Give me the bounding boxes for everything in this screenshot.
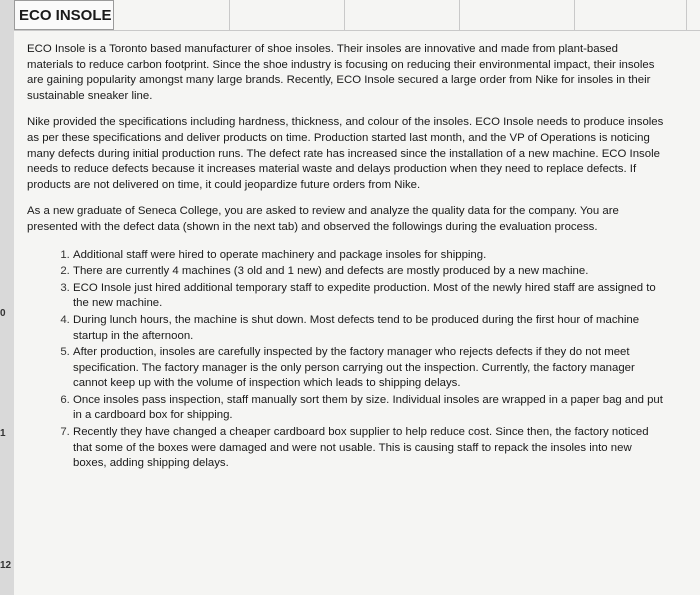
list-item: 1. Additional staff were hired to operate machinery and package insoles for shipping. xyxy=(73,248,667,264)
list-item: 5. After production, insoles are carefully inspected by the factory manager who rejects defects if they do not meet specification. The factory manager is the only person carrying out the inspection. Currently, the factory manager cannot keep up with the volume of inspection which leads to shipping delays. xyxy=(73,345,667,392)
grid-line xyxy=(574,0,575,30)
row-marker[interactable]: 1 xyxy=(0,428,6,439)
grid-line xyxy=(686,0,687,30)
specifications-paragraph: Nike provided the specifications including hardness, thickness, and colour of the insoles. ECO Insole needs to produce insoles as per these specifications and deliver products on time. Production started last month, and the VP of Operations is noticing many defects during initial production runs. The defect rate has increased since the installation of a new machine. ECO Insole needs to reduce defects because it increases material waste and delays production when they need to replace defects. If products are not delivered on time, it could jeopardize future orders from Nike. xyxy=(27,116,664,191)
task-paragraph: As a new graduate of Seneca College, you are asked to review and analyze the quality data for the company. You are presented with the defect data (shown in the next tab) and observed the followings during the evaluation process. xyxy=(27,205,619,233)
grid-line xyxy=(229,0,230,30)
row-marker[interactable]: 12 xyxy=(0,560,12,571)
list-item: 7. Recently they have changed a cheaper cardboard box supplier to help reduce cost. Since then, the factory noticed that some of the boxes were damaged and were not usable. This is causing staff to repack the insoles into new boxes, adding shipping delays. xyxy=(73,425,667,472)
row-header-strip xyxy=(0,0,15,595)
grid-line xyxy=(344,0,345,30)
observations-list xyxy=(27,248,667,472)
title-cell[interactable]: ECO INSOLE xyxy=(14,0,114,30)
grid-line xyxy=(14,30,700,31)
grid-line xyxy=(459,0,460,30)
list-item: 4. During lunch hours, the machine is shut down. Most defects tend to be produced during the first hour of machine startup in the afternoon. xyxy=(73,313,667,344)
worksheet xyxy=(14,0,700,595)
text-cell[interactable] xyxy=(27,42,667,473)
intro-paragraph: ECO Insole is a Toronto based manufacturer of shoe insoles. Their insoles are innovative and made from plant-based materials to reduce carbon footprint. Since the shoe industry is focusing on reducing their environmental impact, their insoles are gaining popularity amongst many large brands. Recently, ECO Insole secured a large order from Nike for insoles in their sustainable sneaker line. xyxy=(27,43,655,102)
list-item: 6. Once insoles pass inspection, staff manually sort them by size. Individual insoles are wrapped in a paper bag and put in a cardboard box for shipping. xyxy=(73,393,667,424)
list-item: 3. ECO Insole just hired additional temporary staff to expedite production. Most of the newly hired staff are assigned to the new machine. xyxy=(73,281,667,312)
row-marker[interactable]: 0 xyxy=(0,308,6,319)
list-item: 2. There are currently 4 machines (3 old and 1 new) and defects are mostly produced by a new machine. xyxy=(73,264,667,280)
